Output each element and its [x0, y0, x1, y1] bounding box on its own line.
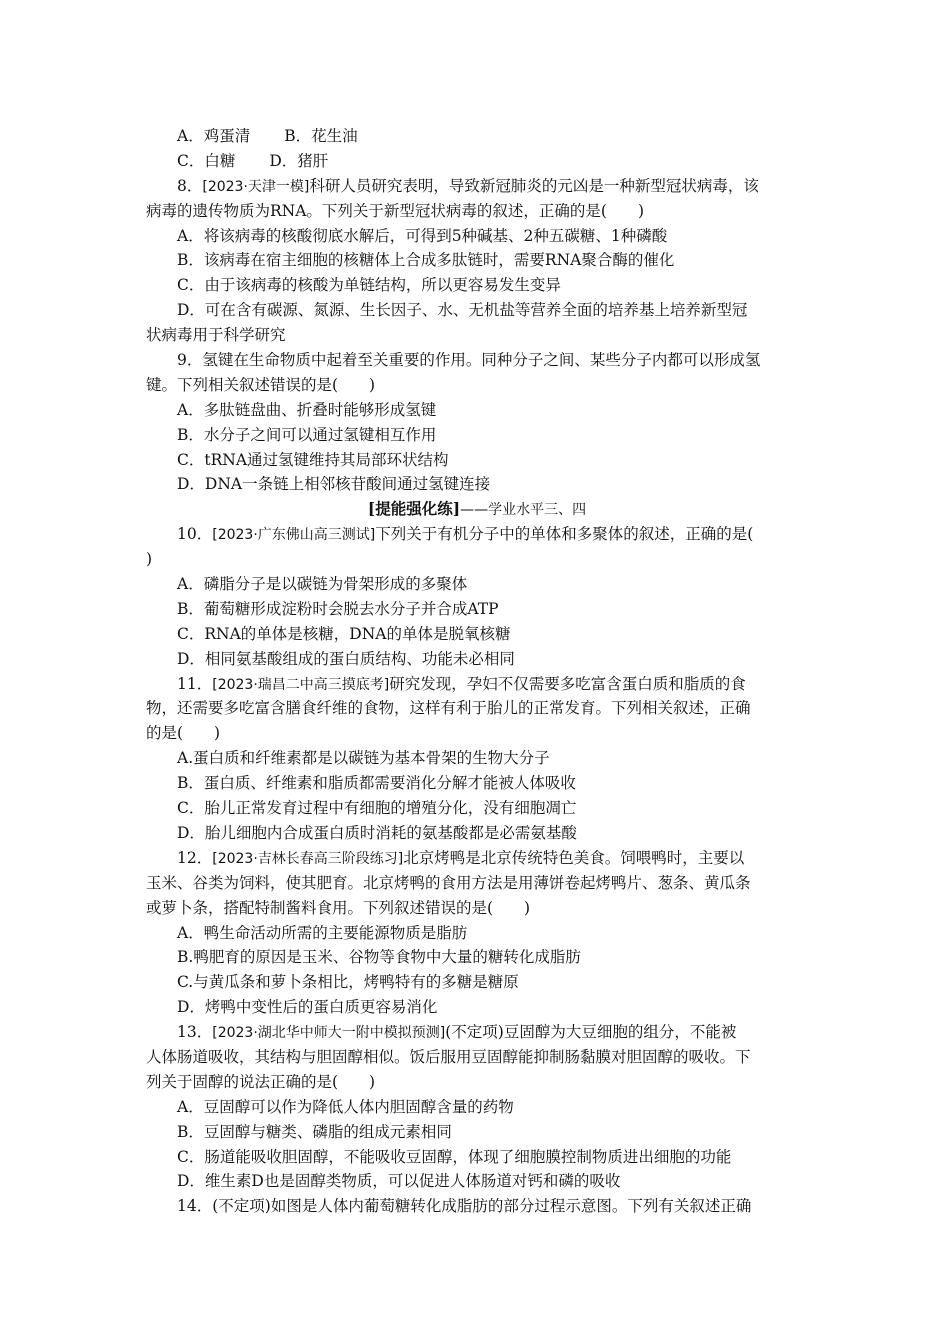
q11-option-d: D．胎儿细胞内合成蛋白质时消耗的氨基酸都是必需氨基酸 — [177, 823, 577, 842]
q13-option-d: D．维生素D也是固醇类物质，可以促进人体肠道对钙和磷的吸收 — [177, 1172, 621, 1191]
q10-option-b: B．葡萄糖形成淀粉时会脱去水分子并合成ATP — [177, 599, 499, 618]
q13-stem-line-1 — [146, 1020, 808, 1045]
q10-option-c: C．RNA的单体是核糖，DNA的单体是脱氧核糖 — [177, 624, 511, 643]
q7-options-row-1 — [146, 124, 808, 149]
q10-option-a: A．磷脂分子是以碳链为骨架形成的多聚体 — [177, 575, 468, 594]
q12-source: [2023·吉林长春高三阶段练习] — [212, 850, 404, 867]
q9-option-c: C．tRNA通过氢键维持其局部环状结构 — [177, 450, 449, 469]
q8-stem-line-1 — [146, 174, 808, 199]
q7-option-a: A．鸡蛋清 — [177, 127, 251, 145]
q13-option-a: A．豆固醇可以作为降低人体内胆固醇含量的药物 — [177, 1097, 514, 1116]
q8-stem-1: 科研人员研究表明，导致新冠肺炎的元凶是一种新型冠状病毒，该 — [309, 176, 759, 195]
q9-stem-1: 9．氢键在生命物质中起着至关重要的作用。同种分子之间、某些分子内都可以形成氢 — [177, 351, 761, 370]
q13-stem-2: 人体肠道吸收，其结构与胆固醇相似。饭后服用豆固醇能抑制肠黏膜对胆固醇的吸收。下 — [146, 1047, 751, 1066]
q13-option-c: C．肠道能吸收胆固醇，不能吸收豆固醇，体现了细胞膜控制物质进出细胞的功能 — [177, 1147, 732, 1166]
q13-number: 13． — [177, 1023, 213, 1042]
q8-option-d-line-2: 状病毒用于科学研究 — [146, 326, 286, 345]
q13-option-b: B．豆固醇与糖类、磷脂的组成元素相同 — [177, 1122, 452, 1141]
q11-stem-line-1 — [146, 672, 808, 697]
q10-stem-2: ) — [146, 550, 153, 569]
q7-options-row-2 — [146, 149, 808, 174]
q8-option-a: A．将该病毒的核酸彻底水解后，可得到5种碱基、2种五碳糖、1种磷酸 — [177, 226, 668, 245]
q12-stem-1: 北京烤鸭是北京传统特色美食。饲喂鸭时，主要以 — [403, 848, 745, 867]
q11-number: 11． — [177, 674, 213, 693]
q12-option-b: B.鸭肥育的原因是玉米、谷物等食物中大量的糖转化成脂肪 — [177, 948, 581, 967]
q8-option-b: B．该病毒在宿主细胞的核糖体上合成多肽链时，需要RNA聚合酶的催化 — [177, 251, 675, 270]
section-suffix: ——学业水平三、四 — [460, 502, 587, 519]
q8-source: [2023·天津一模] — [202, 178, 310, 195]
q9-option-d: D．DNA一条链上相邻核苷酸间通过氢键连接 — [177, 475, 491, 494]
q10-stem-line-1 — [146, 522, 808, 547]
q12-number: 12． — [177, 848, 213, 867]
q10-source: [2023·广东佛山高三测试] — [212, 527, 376, 544]
q13-stem-1: (不定项)豆固醇为大豆细胞的组分，不能被 — [445, 1023, 737, 1042]
q8-number: 8． — [177, 176, 203, 195]
q14-stem-1: 14．(不定项)如图是人体内葡萄糖转化成脂肪的部分过程示意图。下列有关叙述正确 — [177, 1197, 752, 1216]
q12-stem-3: 或萝卜条，搭配特制酱料食用。下列叙述错误的是( ) — [146, 898, 531, 917]
q7-option-d: D．猪肝 — [269, 151, 329, 170]
q7-option-c: C．白糖 — [177, 151, 236, 170]
section-header — [146, 497, 808, 522]
q10-option-d: D．相同氨基酸组成的蛋白质结构、功能未必相同 — [177, 649, 515, 668]
q11-option-c: C．胎儿正常发育过程中有细胞的增殖分化，没有细胞凋亡 — [177, 799, 577, 818]
q12-option-d: D．烤鸭中变性后的蛋白质更容易消化 — [177, 998, 438, 1017]
q11-stem-1: 研究发现，孕妇不仅需要多吃富含蛋白质和脂质的食 — [389, 674, 746, 693]
q13-source: [2023·湖北华中师大一附中模拟预测] — [212, 1025, 446, 1042]
q9-option-a: A．多肽链盘曲、折叠时能够形成氢键 — [177, 400, 437, 419]
q10-number: 10． — [177, 525, 213, 544]
q11-option-a: A.蛋白质和纤维素都是以碳链为基本骨架的生物大分子 — [177, 749, 550, 768]
q10-stem-1: 下列关于有机分子中的单体和多聚体的叙述，正确的是( — [375, 525, 754, 544]
q8-option-d-line-1: D．可在含有碳源、氮源、生长因子、水、无机盐等营养全面的培养基上培养新型冠 — [177, 301, 748, 320]
q11-stem-2: 物，还需要多吃富含膳食纤维的食物，这样有利于胎儿的正常发育。下列相关叙述，正确 — [146, 699, 751, 718]
q11-option-b: B．蛋白质、纤维素和脂质都需要消化分解才能被人体吸收 — [177, 774, 576, 793]
q12-stem-2: 玉米、谷类为饲料，使其肥育。北京烤鸭的食用方法是用薄饼卷起烤鸭片、葱条、黄瓜条 — [146, 873, 751, 892]
q12-option-c: C.与黄瓜条和萝卜条相比，烤鸭特有的多糖是糖原 — [177, 973, 519, 992]
q12-stem-line-1 — [146, 846, 808, 871]
document-page — [146, 124, 808, 1219]
section-title: [提能强化练] — [367, 499, 461, 519]
q11-stem-3: 的是( ) — [146, 724, 221, 743]
q9-option-b: B．水分子之间可以通过氢键相互作用 — [177, 425, 437, 444]
q12-option-a: A．鸭生命活动所需的主要能源物质是脂肪 — [177, 923, 468, 942]
q11-source: [2023·瑞昌二中高三摸底考] — [212, 676, 390, 693]
q8-stem-2: 病毒的遗传物质为RNA。下列关于新型冠状病毒的叙述，正确的是( ) — [146, 201, 645, 220]
q7-option-b: B．花生油 — [284, 127, 358, 145]
q13-stem-3: 列关于固醇的说法正确的是( ) — [146, 1072, 376, 1091]
q9-stem-2: 键。下列相关叙述错误的是( ) — [146, 375, 376, 394]
q8-option-c: C．由于该病毒的核酸为单链结构，所以更容易发生变异 — [177, 276, 561, 295]
